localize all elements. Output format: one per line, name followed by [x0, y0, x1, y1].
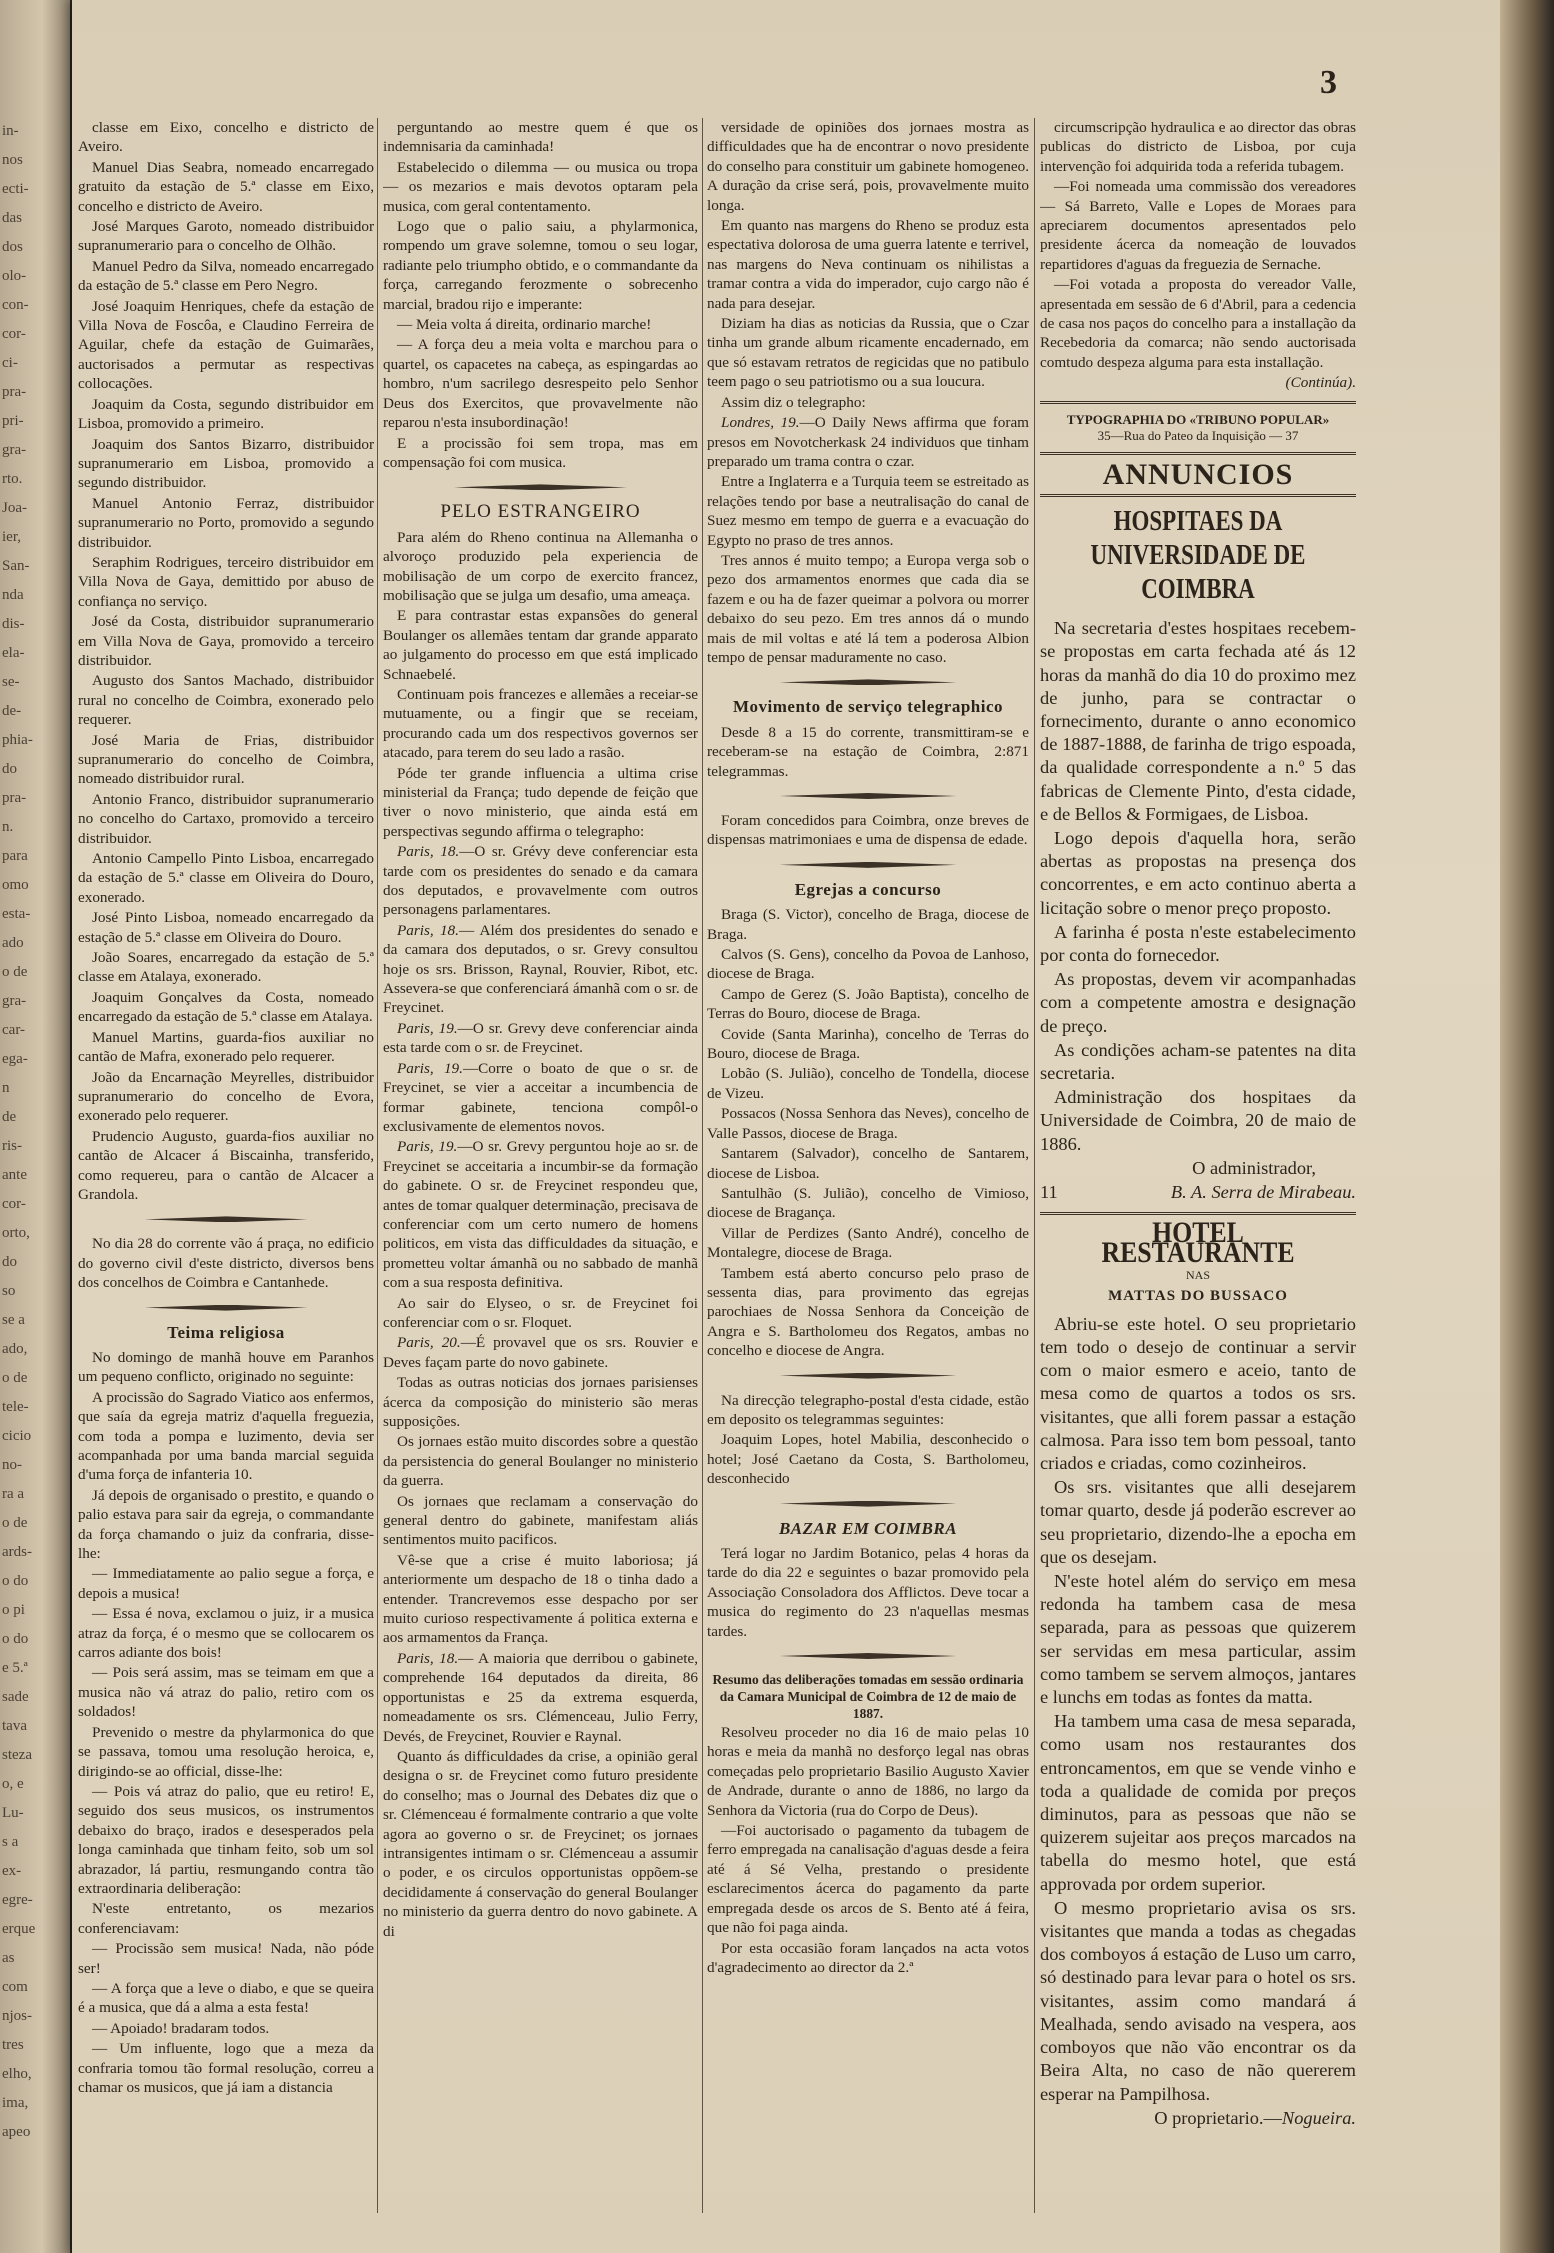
fragment-text: se a: [2, 1312, 25, 1328]
fragment-text: gra-: [2, 442, 27, 458]
egreja-entry: Calvos (S. Gens), concelho da Povoa de Lanhoso, diocese de Braga.: [707, 946, 1029, 983]
paragraph: N'este hotel além do serviço em mesa redonda ha tambem casa de mesa separada, para as pessoas que quizerem ser servidas em mesa particular, assim como tambem se servem almoços, jantares e lunchs em todas as fontes da matta.: [1040, 1571, 1356, 1708]
telegrammas-intro: Na direcção telegrapho-postal d'esta cidade, estão em deposito os telegrammas seguintes:: [707, 1391, 1029, 1428]
dispensas-text: Foram concedidos para Coimbra, onze breves de dispensas matrimoniaes e uma de dispensa de edade.: [707, 812, 1029, 849]
fragment-text: so: [2, 1283, 16, 1299]
paragraph: — A força que a leve o diabo, e que se queira é a musica, que dá a alma a esta festa!: [78, 1979, 374, 2017]
egreja-entry: Santarem (Salvador), concelho de Santarem, diocese de Lisboa.: [707, 1145, 1029, 1182]
fragment-text: olo-: [2, 268, 27, 284]
paragraph: Estabelecido o dilemma — ou musica ou tropa — os mezarios e mais devotos optaram pela musica, com geral contentamento.: [383, 158, 698, 215]
movimento-text: Desde 8 a 15 do corrente, transmittiram-se e receberam-se na estação de Coimbra, 2:871 telegrammas.: [707, 723, 1029, 780]
paragraph: — Meia volta á direita, ordinario marche!: [397, 316, 652, 334]
telegram-item: [383, 1059, 698, 1137]
telegram-dateline: Paris, 20.: [397, 1334, 461, 1352]
paragraph: A procissão do Sagrado Viatico aos enfermos, que saía da egreja matriz d'aquella freguezia, com toda a pompa e luzimento, devia ser acompanhada por uma banda marcial seguida d'uma força de infanteria 10.: [78, 1388, 374, 1484]
appointment-entry: classe em Eixo, concelho e districto de Aveiro.: [78, 119, 374, 156]
telegram-dateline: Paris, 19.: [397, 1059, 463, 1077]
egreja-entry: Lobão (S. Julião), concelho de Tondella, diocese de Vizeu.: [707, 1065, 1029, 1102]
egreja-entry: Campo de Gerez (S. João Baptista), concelho de Terras do Bouro, diocese de Braga.: [707, 985, 1029, 1023]
paragraph: A farinha é posta n'este estabelecimento por conta do fornecedor.: [1040, 921, 1356, 965]
typographia-address: 35—Rua do Pateo da Inquisição — 37: [1097, 427, 1299, 443]
appointment-entry: Prudencio Augusto, guarda-fios auxiliar no cantão de Alcacer á Biscainha, transferido, como requereu, para o cantão de Alcacer a Grandola.: [78, 1127, 374, 1203]
fragment-text: pri-: [2, 413, 24, 429]
fragment-text: tava: [2, 1718, 27, 1734]
fragment-text: o do: [2, 1631, 29, 1647]
paragraph: Para além do Rheno continua na Allemanha o alvoroço produzido pela experiencia de mobilisação de um corpo de exercito francez, mobilisação que se julga um desafio, uma ameaça.: [383, 528, 698, 604]
ornament-divider: [78, 1301, 374, 1315]
telegram-text: —Corre o boato de que o sr. de Freycinet, se vier a acceitar a incumbencia de formar gabinete, tenciona compôl-o exclusivamente de elementos novos.: [383, 1059, 698, 1135]
hotel-subheading: MATTAS DO BUSSACO: [1108, 1288, 1288, 1305]
bazar-text: Terá logar no Jardim Botanico, pelas 4 horas da tarde do dia 22 e seguintes o bazar promovido pela Associação Consoladora dos Afflictos. Deve tocar a musica do regimento do 23 n'aquellas mesmas tardes.: [707, 1545, 1029, 1640]
appointment-entry: João Soares, encarregado da estação de 5.ª classe em Atalaya, exonerado.: [78, 949, 374, 986]
paragraph: E para contrastar estas expansões do general Boulanger os allemães tentam dar grande apparato ao julgamento do processo em que está implicado Schnaebelé.: [383, 607, 698, 683]
fragment-text: Joa-: [2, 500, 27, 516]
estrangeiro-article: [383, 528, 698, 842]
fragment-text: njos-: [2, 2008, 32, 2024]
fragment-text: s a: [2, 1834, 19, 1850]
annuncios-heading: ANNUNCIOS: [1102, 457, 1294, 491]
ornament-divider: [707, 858, 1029, 872]
paragraph: As condições acham-se patentes na dita secretaria.: [1040, 1039, 1356, 1083]
ornament-divider: [78, 1212, 374, 1226]
fragment-text: tele-: [2, 1399, 29, 1415]
fragment-text: car-: [2, 1022, 26, 1038]
paragraph: Ha tambem uma casa de mesa separada, como usam nos restaurantes dos entroncamentos, em que se vende vinho e toda a qualidade de comida por preços diminutos, para as pessoas que não se quizerem sujeitar aos preços marcados na tabella do mesmo hotel, que está approvada por ordem superior.: [1040, 1711, 1356, 1894]
fragment-text: ris-: [2, 1138, 22, 1154]
paragraph: N'este entretanto, os mezarios conferenciavam:: [78, 1900, 374, 1937]
fragment-text: cor-: [2, 326, 26, 342]
paragraph: Administração dos hospitaes da Universidade de Coimbra, 20 de maio de 1886.: [1040, 1087, 1356, 1154]
praca-notice: No dia 28 do corrente vão á praça, no edificio do governo civil d'este districto, diversos bens dos concelhos de Coimbra e Cantanhede.: [78, 1235, 374, 1292]
russia-article: [707, 118, 1029, 412]
appointment-entry: Augusto dos Santos Machado, distribuidor rural no concelho de Coimbra, exonerado pelo requerer.: [78, 672, 374, 729]
fragment-text: do: [2, 761, 17, 777]
administrador-name: B. A. Serra de Mirabeau.: [1170, 1181, 1356, 1202]
paragraph: Tres annos é muito tempo; a Europa verga sob o pezo dos armamentos enormes que cada dia se fazem e ou ha de fazer queimar a polvora ou morrer debaixo do seu pezo. Em tres annos dá o mundo mais de mil voltas e até lá tem a poderosa Albion tempo de pensar maduramente no caso.: [707, 551, 1029, 666]
fragment-text: pra-: [2, 790, 27, 806]
fragment-text: e 5.ª: [2, 1660, 28, 1676]
paragraph: Assim diz o telegrapho:: [721, 393, 866, 411]
fragment-text: de-: [2, 703, 22, 719]
administrador-signature-row: [1040, 1181, 1356, 1204]
adjacent-page-fragment: [0, 0, 70, 2253]
appointment-entry: Joaquim dos Santos Bizarro, distribuidor supranumerario em Lisboa, promovido a segundo distribuidor.: [78, 435, 374, 492]
fragment-text: phia-: [2, 732, 33, 748]
administrador-title: O administrador,: [1192, 1157, 1316, 1178]
hospitaes-heading: HOSPITAES DA UNIVERSIDADE DE COIMBRA: [1090, 506, 1306, 606]
telegram-item: [383, 1019, 698, 1058]
fragment-text: as: [2, 1950, 15, 1966]
paragraph: — Pois vá atraz do palio, que eu retiro! E, seguido dos seus musicos, os instrumentos debaixo do braço, irados e desesperados pela longa caminhada que tinham feito, sob um sol abrazador, lá partiu, resmungando contra tão extraordinaria deliberação:: [78, 1782, 374, 1897]
fragment-text: ecti-: [2, 181, 29, 197]
paragraph: Por esta occasião foram lançados na acta votos d'agradecimento ao director da 2.ª: [707, 1939, 1029, 1976]
paragraph: Já depois de organisado o prestito, e quando o palio estava para sair da egreja, o commandante da força chamando o juiz da confraria, disse-lhe:: [78, 1486, 374, 1563]
paragraph: — Immediatamente ao palio segue a força, e depois a musica!: [78, 1565, 374, 1602]
appointment-entry: José Maria de Frias, distribuidor supranumerario do concelho de Coimbra, nomeado distribuidor rural.: [78, 731, 374, 788]
appointment-entry: José Pinto Lisboa, nomeado encarregado da estação de 5.ª classe em Oliveira do Douro.: [78, 909, 374, 946]
appointment-entry: Joaquim Gonçalves da Costa, nomeado encarregado da estação de 5.ª classe em Atalaya.: [78, 988, 374, 1026]
paragraph: — A força deu a meia volta e marchou para o quartel, os capacetes na cabeça, as espingardas ao hombro, n'um sacrilego desrespeito pelo Senhor Deus dos Exercitos, que provavelmente não reparou n'esta insubordinação!: [383, 336, 698, 432]
appointment-entry: Manuel Pedro da Silva, nomeado encarregado da estação de 5.ª classe em Pero Negro.: [78, 257, 374, 295]
appointments-list: [78, 118, 374, 1204]
telegram-dateline: Paris, 19.: [397, 1138, 458, 1156]
paragraph: — Um influente, logo que a meza da confraria tomou tão formal resolução, correu a chamar os musicos, que já iam a distancia: [78, 2040, 374, 2096]
continua-label: (Continúa).: [1285, 374, 1356, 392]
paragraph: Entre a Inglaterra e a Turquia teem se estreitado as relações tendo por base a neutralisação do canal de Suez mesmo em tempo de guerra e a evacuação do Egypto no praso de tres annos.: [707, 473, 1029, 549]
fragment-text: com: [2, 1979, 28, 1995]
divider: [1040, 1212, 1356, 1215]
egrejas-list: [707, 905, 1029, 1360]
teima-continuation: [383, 118, 698, 472]
fragment-text: ado,: [2, 1341, 28, 1357]
paragraph: Na secretaria d'estes hospitaes recebem-se propostas em carta fechada até ás 12 horas da manhã do dia 10 do proximo mez de junho, para se contractar o fornecimento, durante o anno economico de 1887-1888, de farinha de trigo espoada, da qualidade correspondente a n.º 5 das fabricas de Clemente Pinto, d'esta cidade, e de Bellos & Formigaes, de Lisboa.: [1040, 618, 1356, 824]
appointment-entry: José da Costa, distribuidor supranumerario em Villa Nova de Gaya, promovido a terceiro distribuidor.: [78, 613, 374, 669]
paragraph: Resolveu proceder no dia 16 de maio pelas 10 horas e meia da manhã no desforço legal nas obras começadas pelo proprietario Basilio Augusto Xavier de Andrade, durante o anno de 1886, no largo da Senhora da Victoria (rua do Corpo de Deus).: [707, 1724, 1029, 1819]
column-rule: [702, 118, 703, 2213]
paragraph: Continuam pois francezes e allemães a receiar-se mutuamente, ou a fingir que se receiam, procurando cada um dos respectivos governos ser atacado, para terem do seu lado a rasão.: [383, 685, 698, 762]
fragment-text: pra-: [2, 384, 27, 400]
egreja-entry: Villar de Perdizes (Santo André), concelho de Montalegre, diocese de Braga.: [707, 1224, 1029, 1262]
telegram-item: [383, 1333, 698, 1372]
section-title-egrejas: Egrejas a concurso: [794, 879, 942, 899]
england-article: [707, 472, 1029, 667]
paragraph: Todas as outras noticias dos jornaes parisienses ácerca da composição do ministerio são meras supposições.: [383, 1374, 698, 1430]
page-edge: [1500, 0, 1554, 2253]
typographia-label: TYPOGRAPHIA DO «TRIBUNO POPULAR»: [1066, 411, 1330, 427]
hotel-ad: [1040, 1313, 1356, 2106]
fragment-text: San-: [2, 558, 30, 574]
fragment-text: ra a: [2, 1486, 25, 1502]
appointment-entry: José Marques Garoto, nomeado distribuidor supranumerario para o concelho de Olhão.: [78, 218, 374, 255]
paragraph: Os jornaes que reclamam a conservação do general dentro do gabinete, manifestam aliás sentimentos muito pacificos.: [383, 1492, 698, 1549]
paragraph: Vê-se que a crise é muito laboriosa; já anteriormente um despacho de 18 o tinha dado a entender. Trancrevemos esse despacho por ser muito curioso respectivamente á politica externa e aos armamentos da França.: [383, 1551, 698, 1647]
paragraph: Logo que o palio saiu, a phylarmonica, rompendo um grave solemne, tomou o seu logar, radiante pelo triumpho obtido, e o commandante da força, carregando ferozmente o sobrecenho marcial, bradou rijo e imperante:: [383, 218, 698, 313]
section-title-teima: Teima religiosa: [167, 1322, 285, 1342]
fragment-text: cicio: [2, 1428, 32, 1444]
telegram-dateline: Paris, 18.: [397, 921, 459, 939]
fragment-text: o de: [2, 1515, 28, 1531]
fragment-text: in-: [2, 123, 19, 139]
paragraph: circumscripção hydraulica e ao director das obras publicas do districto de Lisboa, por cuja intervenção foi adquirida toda a referida tubagem.: [1040, 119, 1356, 175]
fragment-text: dos: [2, 239, 23, 255]
telegram-text: — Além dos presidentes do senado e da camara dos deputados, o sr. Grevy consultou hoje os srs. Brisson, Raynal, Rouvier, Ribot, etc. Assevera-se que conferenciará ámanhã com o sr. de Freycinet.: [383, 921, 698, 1017]
fragment-text: nos: [2, 152, 23, 168]
telegram-text: —O sr. Grévy deve conferenciar esta tarde com os presidentes do senado e da camara dos deputados, e provavelmente com outros personagens parlamentares.: [383, 843, 698, 919]
fragment-text: das: [2, 210, 22, 226]
section-title-estrangeiro: PELO ESTRANGEIRO: [440, 501, 641, 523]
column-2: [383, 118, 698, 2218]
paragraph: E a procissão foi sem tropa, mas em compensação foi com musica.: [383, 434, 698, 471]
ornament-divider: [707, 789, 1029, 803]
fragment-text: n.: [2, 819, 14, 835]
fragment-text: o de: [2, 964, 28, 980]
appointment-entry: Seraphim Rodrigues, terceiro distribuidor em Villa Nova de Gaya, demittido por abuso de confiança no serviço.: [78, 553, 374, 610]
egreja-entry: Tambem está aberto concurso pelo praso de sessenta dias, para provimento das egrejas parochiaes de Nossa Senhora da Conceição de Angra e S. Bartholomeu dos Regatos, ambas no concelho e diocese de Angra.: [707, 1264, 1029, 1360]
fragment-text: ante: [2, 1167, 27, 1183]
after-telegrams: [383, 1373, 698, 1648]
fragment-text: tres: [2, 2037, 24, 2053]
fragment-text: ado: [2, 935, 24, 951]
divider: [1040, 452, 1356, 455]
fragment-text: o de: [2, 1370, 28, 1386]
paragraph: —Foi nomeada uma commissão dos vereadores — Sá Barreto, Valle e Lopes de Moraes para apreciarem documentos apresentados pelo presidente ácerca da nomeação de louvados repartidores d'aguas da freguezia de Sernache.: [1040, 178, 1356, 273]
telegram-item: Londres, 19.—O Daily News affirma que foram presos em Novotcherkask 24 individuos que tinham preparado um trama contra o czar.: [707, 414, 1029, 470]
fragment-text: ela-: [2, 645, 25, 661]
fragment-text: ega-: [2, 1051, 28, 1067]
telegram-text: —O sr. Grevy perguntou hoje ao sr. de Freycinet se acceitaria a incumbir-se da formação do gabinete. O sr. de Freycinet respondeu que, antes de tomar qualquer determinação, precisava de conferenciar com um certo numero de homens politicos, em vista das difficuldades da situação, e prometteu voltar ámanhã ou no sabbado de manhã com a sua resposta definitiva.: [383, 1138, 698, 1292]
fragment-text: se-: [2, 674, 20, 690]
paragraph: Abriu-se este hotel. O seu proprietario tem todo o desejo de continuar a servir com o maior esmero e aceio, tanto de mesa como de quartos a todos os srs. visitantes, que alli forem passar a estação calmosa. Para isso tem bom pessoal, tanto criados e criadas, como cozinheiros.: [1040, 1313, 1356, 1474]
fragment-text: elho,: [2, 2066, 32, 2082]
appointment-entry: Manuel Antonio Ferraz, distribuidor supranumerario no Porto, promovido a segundo distribuidor.: [78, 494, 374, 551]
telegram-item: [383, 1137, 698, 1292]
paragraph: —Foi votada a proposta do vereador Valle, apresentada em sessão de 6 d'Abril, para a cedencia de casa nos paços do concelho para a installação da Recebedoria da comarca; não sendo auctorisada comtudo despeza alguma para esta installação.: [1040, 276, 1356, 371]
telegrammas-list: Joaquim Lopes, hotel Mabilia, desconhecido o hotel; José Caetano da Costa, S. Bartholomeu, desconhecido: [707, 1431, 1029, 1488]
paragraph: —Foi auctorisado o pagamento da tubagem de ferro empregada na canalisação d'aguas desde a feira até á Sé Velha, prestando o presidente esclarecimentos ácerca do pagamento da parte empregada desde os arcos de S. Bento até á feira, que não foi paga ainda.: [707, 1822, 1029, 1937]
telegram-text: —É provavel que os srs. Rouvier e Deves façam parte do novo gabinete.: [383, 1334, 698, 1371]
fragment-text: cor-: [2, 1196, 26, 1212]
column-rule: [377, 118, 378, 2213]
egreja-entry: Santulhão (S. Julião), concelho de Vimioso, diocese de Bragança.: [707, 1184, 1029, 1222]
fragment-text: erque: [2, 1921, 36, 1937]
fragment-text: de: [2, 1109, 17, 1125]
section-title-movimento: Movimento de serviço telegraphico: [732, 697, 1003, 717]
telegram-item: [383, 842, 698, 920]
fragment-text: ier,: [2, 529, 21, 545]
paragraph: — Apoiado! bradaram todos.: [92, 2019, 270, 2037]
telegram-dateline: Paris, 18.: [397, 843, 460, 861]
fragment-text: nda: [2, 587, 24, 603]
egreja-entry: Braga (S. Victor), concelho de Braga, diocese de Braga.: [707, 906, 1029, 943]
paragraph: Prevenido o mestre da phylarmonica do que se passava, tomou uma resolução heroica, e, dirigindo-se ao official, disse-lhe:: [78, 1723, 374, 1780]
fragment-text: sade: [2, 1689, 29, 1705]
fragment-text: orto,: [2, 1225, 30, 1241]
fragment-text: steza: [2, 1747, 32, 1763]
egreja-entry: Possacos (Nossa Senhora das Neves), concelho de Valle Passos, diocese de Braga.: [707, 1105, 1029, 1142]
telegram-item: [383, 921, 698, 1018]
telegram-item: [383, 1294, 698, 1333]
fragment-text: o, e: [2, 1776, 24, 1792]
appointment-entry: Antonio Campello Pinto Lisboa, encarregado da estação de 5.ª classe em Oliveira do Douro, exonerado.: [78, 850, 374, 906]
telegram-item: Paris, 18.— A maioria que derribou o gabinete, comprehende 164 deputados da direita, 86 opportunistas e 25 da extrema esquerda, nomeadamente os srs. Clémenceau, Julio Ferry, Devés, de Freycinet, Rouvier e Raynal.: [383, 1649, 698, 1745]
paragraph: — Pois será assim, mas se teimam em que a musica não vá atraz do palio, retiro com os soldados!: [78, 1664, 374, 1721]
paragraph: Póde ter grande influencia a ultima crise ministerial da França; tudo depende de feição que tiver o novo ministerio, que ainda está em perspectivas segundo affirma o telegrapho:: [383, 764, 698, 840]
ornament-divider: [707, 1497, 1029, 1511]
appointment-entry: Manuel Martins, guarda-fios auxiliar no cantão de Mafra, exonerado pelo requerer.: [78, 1028, 374, 1066]
fragment-text: gra-: [2, 993, 27, 1009]
column-rule: [1034, 118, 1035, 2213]
appointment-entry: João da Encarnação Meyrelles, distribuidor supranumerario do concelho de Evora, exonerado pelo requerer.: [78, 1068, 374, 1125]
fragment-text: ima,: [2, 2095, 29, 2111]
column-4: [1040, 118, 1356, 2218]
fragment-text: Lu-: [2, 1805, 24, 1821]
fragment-text: ards-: [2, 1544, 32, 1560]
fragment-text: egre-: [2, 1892, 33, 1908]
telegram-text: Ao sair do Elyseo, o sr. de Freycinet foi conferenciar com o sr. Floquet.: [383, 1294, 698, 1331]
fragment-text: para: [2, 848, 28, 864]
fragment-text: dis-: [2, 616, 25, 632]
paragraph: — Procissão sem musica! Nada, não póde ser!: [78, 1940, 374, 1977]
telegram-text: —O sr. Grevy deve conferenciar ainda esta tarde com o sr. de Freycinet.: [383, 1019, 698, 1057]
hotel-signature: O proprietario.—Nogueira.: [1154, 2107, 1356, 2128]
fragment-text: ci-: [2, 355, 18, 371]
column-1: [78, 118, 374, 2218]
fragment-text: o do: [2, 1573, 29, 1589]
egreja-entry: Covide (Santa Marinha), concelho de Terras do Bouro, diocese de Braga.: [707, 1025, 1029, 1063]
resumo-title: Resumo das deliberações tomadas em sessão ordinaria da Camara Municipal de Coimbra de 12 de maio de 1887.: [712, 1672, 1024, 1722]
fragment-text: esta-: [2, 906, 31, 922]
paragraph: Em quanto nas margens do Rheno se produz esta espectativa dolorosa de uma guerra latente e terrivel, nas margens do Neva continuam os nihilistas a tramar contra a vida do imperador, cujo cargo não é nada para desejar.: [707, 217, 1029, 312]
paragraph: — Essa é nova, exclamou o juiz, ir a musica atraz da força, é o mesmo que se collocarem os carros adiante dos bois!: [78, 1605, 374, 1662]
fragment-text: o pi: [2, 1602, 25, 1618]
paragraph: versidade de opiniões dos jornaes mostra as difficuldades que ha de encontrar o novo presidente do conselho para constituir um gabinete homogeneo. A duração da crise será, pois, provavelmente muito longa.: [707, 119, 1029, 214]
fragment-text: rto.: [2, 471, 23, 487]
hotel-heading: HOTEL RESTAURANTE: [1101, 1216, 1295, 1269]
paragraph: Os srs. visitantes que alli desejarem tomar quarto, desde já poderão escrever ao seu proprietario, dizendo-lhe a epocha em que os desejam.: [1040, 1477, 1356, 1567]
fragment-text: con-: [2, 297, 29, 313]
appointment-entry: Manuel Dias Seabra, nomeado encarregado gratuito da estação de 5.ª classe em Eixo, concelho e districto de Aveiro.: [78, 158, 374, 215]
column-3: [707, 118, 1029, 2218]
closing-paragraph: Quanto ás difficuldades da crise, a opinião geral designa o sr. de Freycinet como futuro presidente do conselho; mas o Journal des Debates diz que o sr. Clémenceau é formalmente contrario a que volte agora ao governo o sr. de Freycinet; os jornaes intransigentes intimam o sr. Clémenceau a assumir o poder, e os circulos opportunistas oppõem-se decididamente á conservação do general Boulanger no ministerio da guerra dentro do novo gabinete. A di: [383, 1747, 698, 1940]
divider: [1040, 401, 1356, 404]
paragraph: No domingo de manhã houve em Paranhos um pequeno conflicto, originado no seguinte:: [78, 1348, 374, 1386]
ornament-divider: [383, 480, 698, 494]
fragment-text: apeo: [2, 2124, 31, 2140]
appointment-entry: Joaquim da Costa, segundo distribuidor em Lisboa, promovido a primeiro.: [78, 395, 374, 433]
telegram-dateline: Paris, 19.: [397, 1019, 458, 1037]
fragment-text: do: [2, 1254, 17, 1270]
divider: [1040, 494, 1356, 497]
paragraph: perguntando ao mestre quem é que os indemnisaria da caminhada!: [383, 119, 698, 156]
paragraph: Diziam ha dias as noticias da Russia, que o Czar tinha um grande album ricamente encadernado, em que só estavam retratos de regicidas que no patibulo teem pago o seu patriotismo ou a sua loucura.: [707, 315, 1029, 391]
appointment-entry: Antonio Franco, distribuidor supranumerario no concelho do Cartaxo, promovido a terceiro distribuidor.: [78, 790, 374, 847]
fragment-text: ex-: [2, 1863, 22, 1879]
appointment-entry: José Joaquim Henriques, chefe da estação de Villa Nova de Foscôa, e Claudino Ferreira de Aguilar, chefe da estação de Guimarães, auctorisados a permutar as respectivas collocações.: [78, 297, 374, 393]
paragraph: Os jornaes estão muito discordes sobre a questão da persistencia do general Boulanger no ministerio da guerra.: [383, 1433, 698, 1490]
paragraph: O mesmo proprietario avisa os srs. visitantes que manda a todas as chegadas dos comboyos á estação de Luso um carro, só destinado para levar para o hotel os srs. visitantes, assim como mandará á Mealhada, sendo avisado na vespera, aos comboyos que não vão encontrar os da Beira Alta, no caso de não quererem esperar na Pampilhosa.: [1040, 1897, 1356, 2104]
ornament-divider: [707, 675, 1029, 689]
fragment-text: omo: [2, 877, 29, 893]
paragraph: Logo depois d'aquella hora, serão abertas as propostas na presença dos concorrentes, e em acto continuo aberta a licitação sobre o menor preço proposto.: [1040, 827, 1356, 918]
fragment-text: no-: [2, 1457, 22, 1473]
hotel-nas: NAS: [1185, 1267, 1210, 1282]
fragment-text: n: [2, 1080, 10, 1096]
page-number: 3: [1320, 64, 1337, 101]
ad-number: 11: [1040, 1181, 1058, 1202]
section-title-bazar: BAZAR EM COIMBRA: [778, 1518, 958, 1538]
ornament-divider: [707, 1369, 1029, 1383]
ornament-divider: [707, 1649, 1029, 1663]
teima-article: [78, 1348, 374, 2097]
resumo-continuation: [1040, 118, 1356, 372]
resumo-article: [707, 1723, 1029, 1977]
hospitaes-ad: [1040, 617, 1356, 1156]
paragraph: As propostas, devem vir acompanhadas com a competente amostra e designação de preço.: [1040, 969, 1356, 1036]
telegram-list: [383, 842, 698, 1372]
